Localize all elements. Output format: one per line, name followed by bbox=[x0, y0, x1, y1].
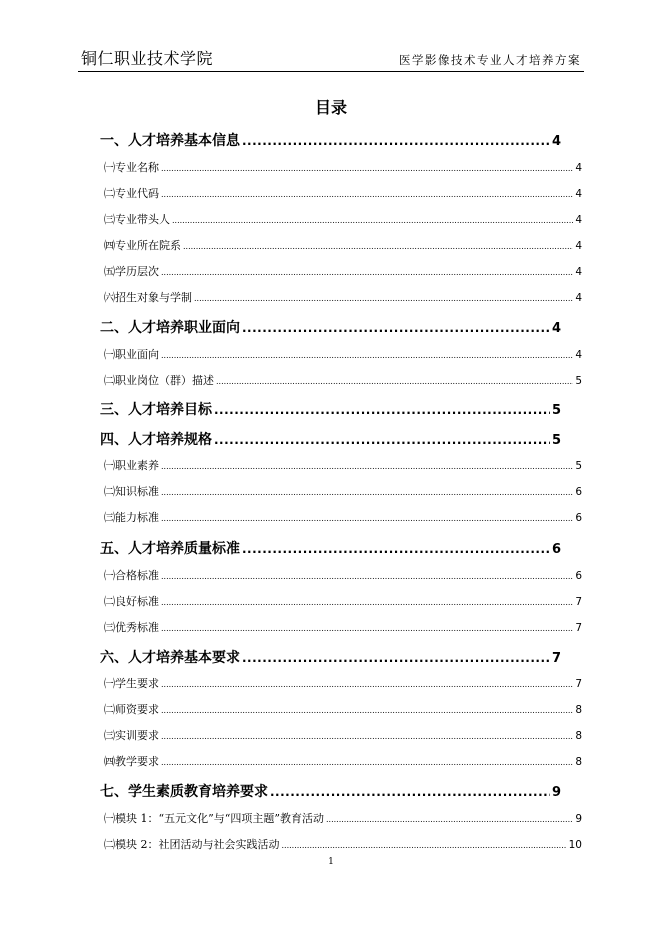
toc-subsection-entry[interactable] bbox=[104, 457, 582, 473]
toc-entry-label: ㈠专业名称 bbox=[104, 161, 159, 174]
toc-subsection-entry[interactable] bbox=[104, 211, 582, 227]
toc-entry-label: ㈣教学要求 bbox=[104, 755, 159, 768]
toc-entry-page-number: 8 bbox=[575, 704, 582, 716]
toc-subsection-entry[interactable] bbox=[104, 289, 582, 305]
toc-section-entry[interactable] bbox=[100, 538, 561, 558]
toc-entry-label: ㈠职业面向 bbox=[104, 348, 159, 361]
toc-section-entry[interactable] bbox=[100, 429, 561, 449]
toc-subsection-entry[interactable] bbox=[104, 727, 582, 743]
toc-entry-label: ㈡模块 2：社团活动与社会实践活动 bbox=[104, 838, 280, 851]
toc-entry-page-number: 4 bbox=[575, 188, 582, 200]
toc-entry-page-number: 5 bbox=[575, 375, 582, 387]
toc-dot-leader bbox=[242, 321, 550, 335]
toc-entry-page-number: 4 bbox=[575, 240, 582, 252]
toc-entry-label: ㈡良好标准 bbox=[104, 595, 159, 608]
toc-section-entry[interactable] bbox=[100, 781, 561, 801]
toc-dot-leader bbox=[214, 433, 550, 447]
toc-entry-label: ㈡师资要求 bbox=[104, 703, 159, 716]
toc-section-entry[interactable] bbox=[100, 130, 561, 150]
toc-subsection-entry[interactable] bbox=[104, 701, 582, 717]
toc-entry-label: ㈠职业素养 bbox=[104, 459, 159, 472]
toc-entry-label: ㈠学生要求 bbox=[104, 677, 159, 690]
toc-dot-leader bbox=[282, 841, 567, 850]
toc-subsection-entry[interactable] bbox=[104, 567, 582, 583]
toc-dot-leader bbox=[183, 242, 573, 251]
toc-subsection-entry[interactable] bbox=[104, 619, 582, 635]
toc-section-entry[interactable] bbox=[100, 399, 561, 419]
toc-dot-leader bbox=[161, 164, 573, 173]
toc-entry-label: ㈥招生对象与学制 bbox=[104, 291, 192, 304]
toc-entry-page-number: 4 bbox=[575, 266, 582, 278]
toc-entry-page-number: 6 bbox=[575, 486, 582, 498]
toc-entry-label: 二、人才培养职业面向 bbox=[100, 320, 240, 336]
toc-section-entry[interactable] bbox=[100, 317, 561, 337]
toc-entry-page-number: 4 bbox=[575, 162, 582, 174]
toc-dot-leader bbox=[214, 403, 550, 417]
toc-dot-leader bbox=[161, 598, 573, 607]
toc-entry-page-number: 5 bbox=[575, 460, 582, 472]
toc-entry-label: ㈢专业带头人 bbox=[104, 213, 170, 226]
toc-entry-label: 四、人才培养规格 bbox=[100, 432, 212, 448]
toc-dot-leader bbox=[161, 706, 573, 715]
toc-entry-page-number: 4 bbox=[551, 134, 561, 149]
toc-dot-leader bbox=[326, 815, 573, 824]
toc-dot-leader bbox=[242, 542, 550, 556]
toc-entry-page-number: 7 bbox=[575, 622, 582, 634]
toc-entry-page-number: 8 bbox=[575, 730, 582, 742]
toc-entry-page-number: 9 bbox=[575, 813, 582, 825]
toc-entry-label: ㈢优秀标准 bbox=[104, 621, 159, 634]
toc-dot-leader bbox=[161, 488, 573, 497]
toc-subsection-entry[interactable] bbox=[104, 237, 582, 253]
toc-entry-label: ㈢能力标准 bbox=[104, 511, 159, 524]
toc-subsection-entry[interactable] bbox=[104, 185, 582, 201]
toc-dot-leader bbox=[161, 268, 573, 277]
toc-entry-page-number: 6 bbox=[575, 512, 582, 524]
toc-entry-label: ㈠模块 1：“五元文化”与“四项主题”教育活动 bbox=[104, 812, 324, 825]
toc-entry-page-number: 4 bbox=[575, 292, 582, 304]
toc-section-entry[interactable] bbox=[100, 647, 561, 667]
toc-entry-label: 一、人才培养基本信息 bbox=[100, 133, 240, 149]
toc-dot-leader bbox=[161, 462, 573, 471]
toc-dot-leader bbox=[161, 190, 573, 199]
toc-dot-leader bbox=[216, 377, 573, 386]
toc-entry-label: ㈤学历层次 bbox=[104, 265, 159, 278]
toc-subsection-entry[interactable] bbox=[104, 346, 582, 362]
toc-entry-page-number: 6 bbox=[551, 542, 561, 557]
toc-entry-label: ㈢实训要求 bbox=[104, 729, 159, 742]
toc-entry-page-number: 5 bbox=[551, 403, 561, 418]
toc-dot-leader bbox=[161, 351, 573, 360]
toc-entry-page-number: 10 bbox=[568, 839, 582, 851]
toc-subsection-entry[interactable] bbox=[104, 159, 582, 175]
toc-entry-label: ㈣专业所在院系 bbox=[104, 239, 181, 252]
toc-entry-label: 七、学生素质教育培养要求 bbox=[100, 784, 268, 800]
toc-subsection-entry[interactable] bbox=[104, 593, 582, 609]
toc-dot-leader bbox=[161, 572, 573, 581]
footer-page-number: 1 bbox=[328, 857, 334, 867]
toc-entry-page-number: 7 bbox=[551, 651, 561, 666]
toc-entry-page-number: 6 bbox=[575, 570, 582, 582]
toc-entry-page-number: 8 bbox=[575, 756, 582, 768]
toc-dot-leader bbox=[242, 651, 550, 665]
toc-subsection-entry[interactable] bbox=[104, 836, 582, 852]
toc-entry-label: ㈡职业岗位（群）描述 bbox=[104, 374, 214, 387]
toc-subsection-entry[interactable] bbox=[104, 483, 582, 499]
toc-entry-page-number: 7 bbox=[575, 596, 582, 608]
toc-dot-leader bbox=[161, 732, 573, 741]
toc-subsection-entry[interactable] bbox=[104, 810, 582, 826]
toc-subsection-entry[interactable] bbox=[104, 509, 582, 525]
toc-entry-label: ㈠合格标准 bbox=[104, 569, 159, 582]
toc-dot-leader bbox=[161, 514, 573, 523]
toc-entry-label: 六、人才培养基本要求 bbox=[100, 650, 240, 666]
toc-title: 目录 bbox=[314, 98, 347, 117]
toc-dot-leader bbox=[161, 624, 573, 633]
toc-entry-page-number: 4 bbox=[575, 349, 582, 361]
toc-dot-leader bbox=[270, 785, 550, 799]
toc-entry-page-number: 4 bbox=[575, 214, 582, 226]
toc-entry-label: ㈡知识标准 bbox=[104, 485, 159, 498]
toc-dot-leader bbox=[242, 134, 550, 148]
toc-dot-leader bbox=[172, 216, 573, 225]
header-document-title: 医学影像技术专业人才培养方案 bbox=[399, 53, 581, 67]
toc-entry-page-number: 4 bbox=[551, 321, 561, 336]
toc-subsection-entry[interactable] bbox=[104, 675, 582, 691]
header-institution-name: 铜仁职业技术学院 bbox=[81, 49, 214, 68]
toc-entry-label: 五、人才培养质量标准 bbox=[100, 541, 240, 557]
toc-dot-leader bbox=[161, 758, 573, 767]
toc-entry-page-number: 7 bbox=[575, 678, 582, 690]
toc-entry-page-number: 5 bbox=[551, 433, 561, 448]
toc-entry-page-number: 9 bbox=[551, 785, 561, 800]
toc-subsection-entry[interactable] bbox=[104, 372, 582, 388]
toc-subsection-entry[interactable] bbox=[104, 263, 582, 279]
toc-entry-label: ㈡专业代码 bbox=[104, 187, 159, 200]
toc-entry-label: 三、人才培养目标 bbox=[100, 402, 212, 418]
toc-dot-leader bbox=[161, 680, 573, 689]
toc-dot-leader bbox=[194, 294, 573, 303]
toc-subsection-entry[interactable] bbox=[104, 753, 582, 769]
